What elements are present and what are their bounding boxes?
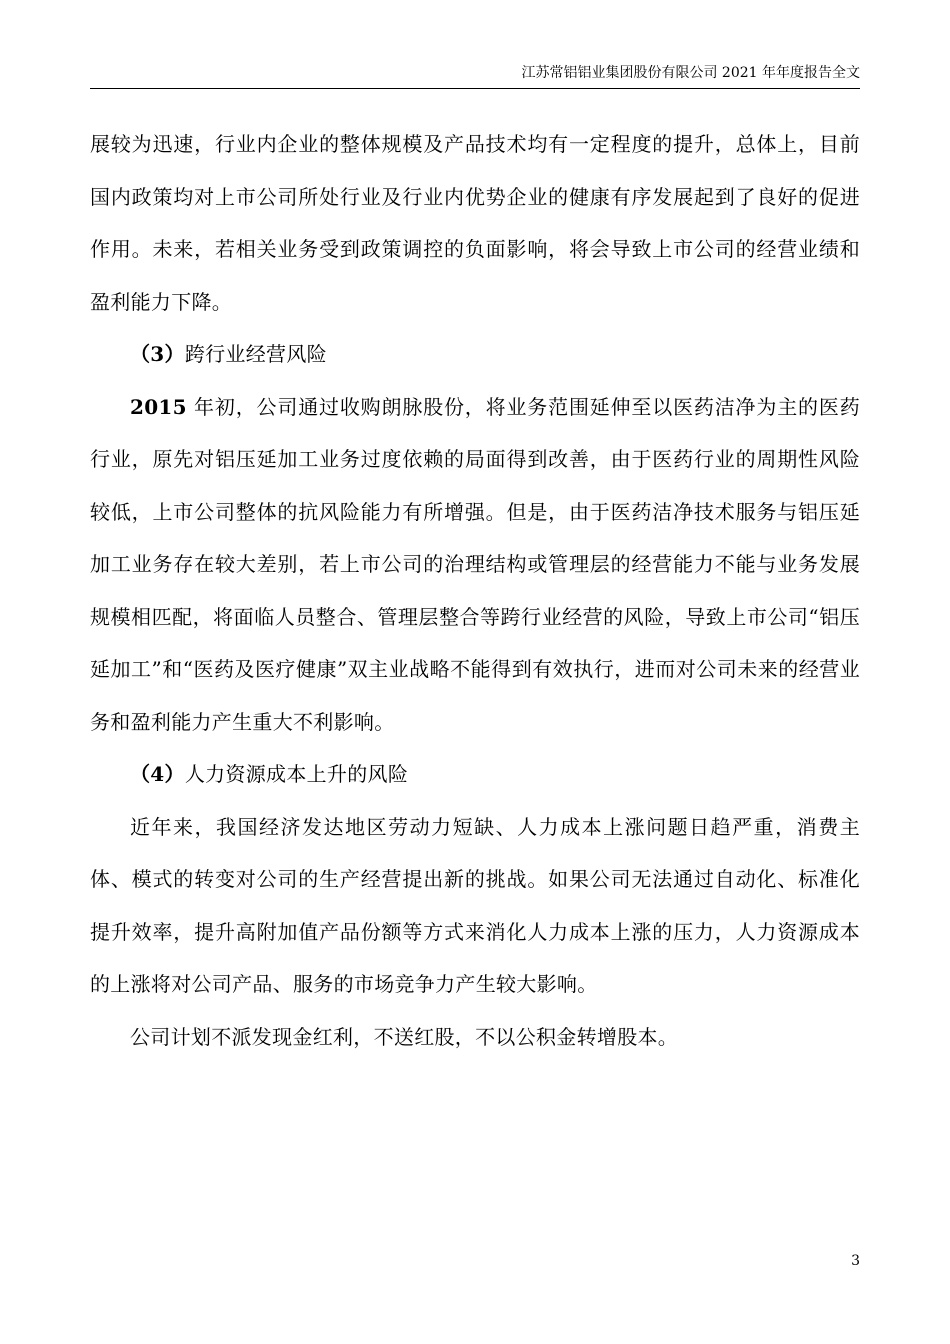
paragraph-cross-industry-risk	[90, 381, 860, 749]
paragraph-text: 年初，公司通过收购朗脉股份，将业务范围延伸至以医药洁净为主的医药行业，原先对铝压延加工业务过度依赖的局面得到改善，由于医药行业的周期性风险较低，上市公司整体的抗风险能力有所增强。但是，由于医药洁净技术服务与铝压延加工业务存在较大差别，若上市公司的治理结构或管理层的经营能力不能与业务发展规模相匹配，将面临人员整合、管理层整合等跨行业经营的风险，导致上市公司“铝压延加工”和“医药及医疗健康”双主业战略不能得到有效执行，进而对公司未来的经营业务和盈利能力产生重大不利影响。	[90, 394, 860, 734]
document-body	[90, 118, 860, 1063]
section-title: 人力资源成本上升的风险	[184, 762, 409, 786]
section-number: （3）	[130, 342, 185, 366]
paragraph-dividend-plan: 公司计划不派发现金红利，不送红股，不以公积金转增股本。	[130, 1024, 679, 1049]
section-heading-labor-cost-risk	[90, 748, 860, 801]
page-number: 3	[851, 1253, 860, 1269]
year-2015: 2015	[130, 394, 187, 419]
section-title: 跨行业经营风险	[184, 342, 327, 366]
section-heading-cross-industry-risk	[90, 328, 860, 381]
page-header	[90, 60, 860, 89]
paragraph-labor-cost-risk: 近年来，我国经济发达地区劳动力短缺、人力成本上涨问题日趋严重，消费主体、模式的转变对公司的生产经营提出新的挑战。如果公司无法通过自动化、标准化提升效率，提升高附加值产品份额等方式来消化人力成本上涨的压力，人力资源成本的上涨将对公司产品、服务的市场竞争力产生较大影响。	[90, 814, 860, 996]
section-number: （4）	[130, 762, 185, 786]
paragraph-industry-policy: 展较为迅速，行业内企业的整体规模及产品技术均有一定程度的提升，总体上，目前国内政策均对上市公司所处行业及行业内优势企业的健康有序发展起到了良好的促进作用。未来，若相关业务受到政策调控的负面影响，将会导致上市公司的经营业绩和盈利能力下降。	[90, 132, 860, 314]
header-title: 江苏常铝铝业集团股份有限公司 2021 年年度报告全文	[521, 65, 860, 81]
